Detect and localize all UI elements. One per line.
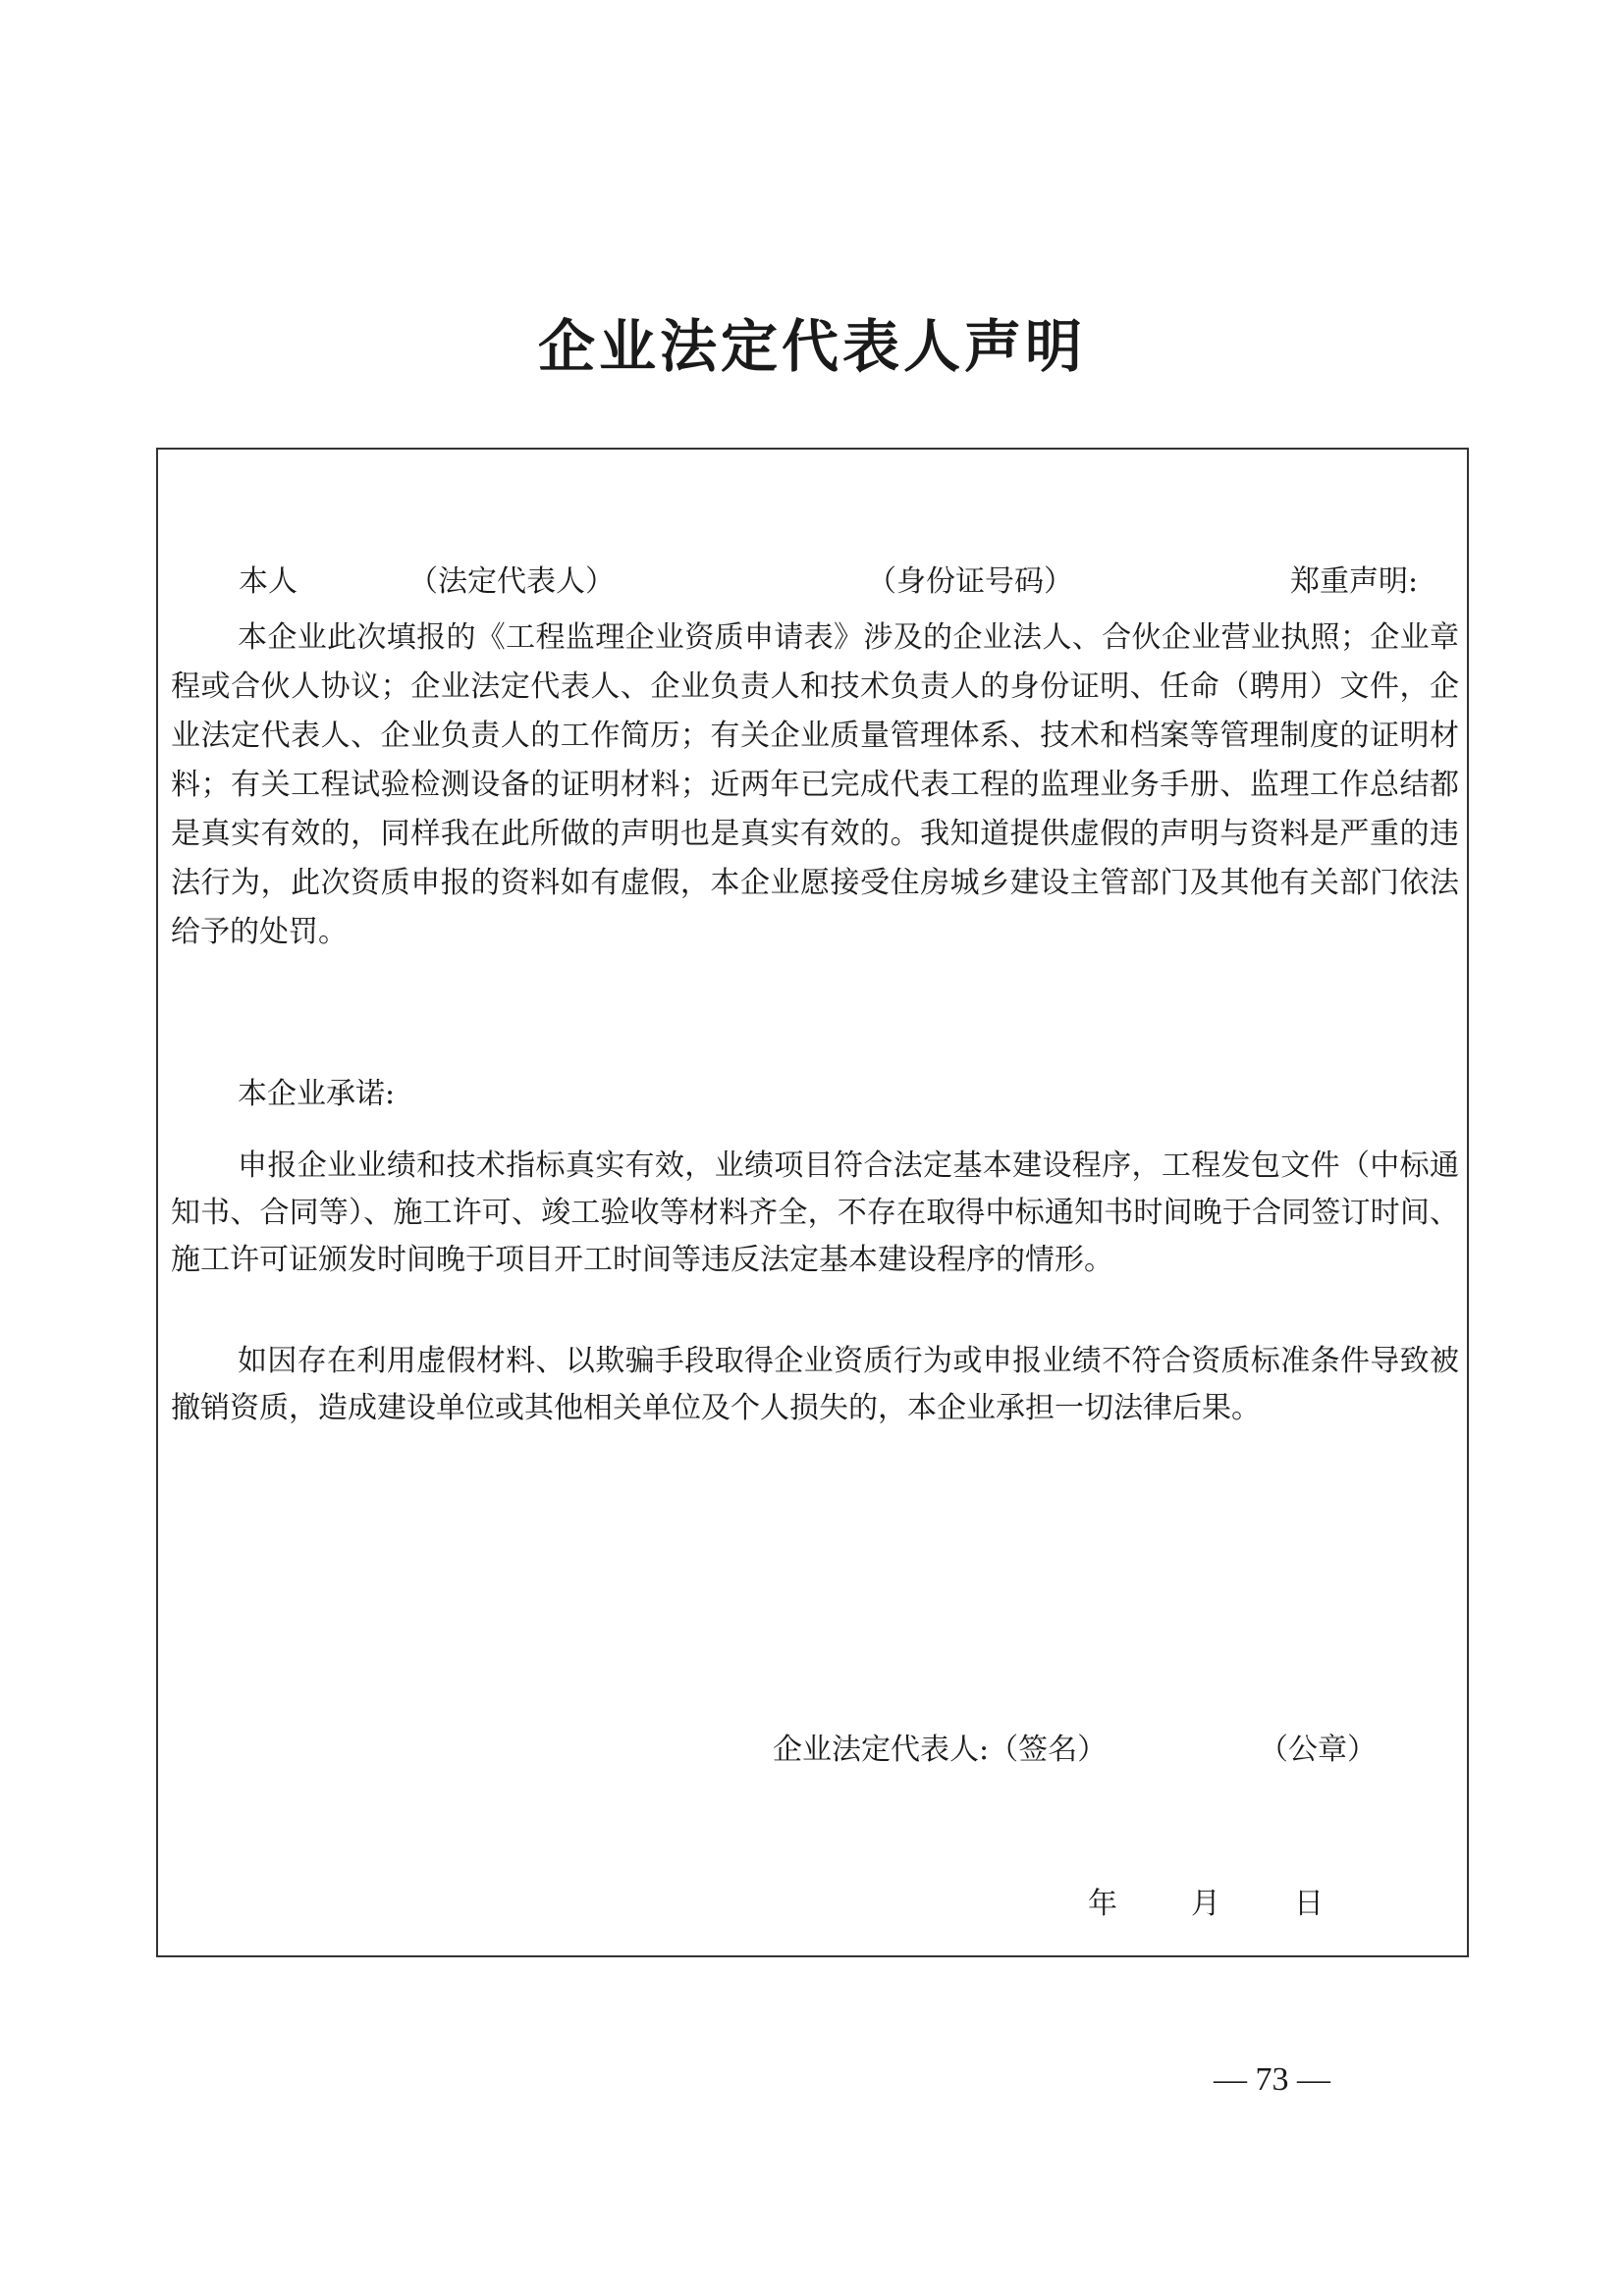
id-number-placeholder: （身份证号码） — [867, 564, 1073, 599]
page-number: — 73 — — [1214, 2061, 1330, 2098]
legal-rep-signature-label: 企业法定代表人:（签名） — [773, 1733, 1108, 1767]
page-title: 企业法定代表人声明 — [537, 313, 1086, 380]
self-label: 本人 — [239, 564, 298, 599]
official-seal-label: （公章） — [1259, 1733, 1377, 1767]
signature-line — [158, 1726, 1467, 1775]
commitment-label: 本企业承诺: — [238, 1077, 396, 1111]
commitment-paragraph-2: 如因存在利用虚假材料、以欺骗手段取得企业资质行为或申报业绩不符合资质标准条件导致被撤销资质，造成建设单位或其他相关单位及个人损失的，本企业承担一切法律后果。 — [171, 1344, 1459, 1425]
date-month-label: 月 — [1191, 1887, 1220, 1921]
declaration-header-line — [158, 558, 1467, 607]
commitment-paragraph-1: 申报企业业绩和技术指标真实有效，业绩项目符合法定基本建设程序，工程发包文件（中标通知书、合同等）、施工许可、竣工验收等材料齐全，不存在取得中标通知书时间晚于合同签订时间、施工许可证颁发时间晚于项目开工时间等违反法定基本建设程序的情形。 — [171, 1148, 1459, 1277]
declaration-paragraph: 本企业此次填报的《工程监理企业资质申请表》涉及的企业法人、合伙企业营业执照；企业章程或合伙人协议；企业法定代表人、企业负责人和技术负责人的身份证明、任命（聘用）文件，企业法定代表人、企业负责人的工作简历；有关企业质量管理体系、技术和档案等管理制度的证明材料；有关工程试验检测设备的证明材料；近两年已完成代表工程的监理业务手册、监理工作总结都是真实有效的，同样我在此所做的声明也是真实有效的。我知道提供虚假的声明与资料是严重的违法行为，此次资质申报的资料如有虚假，本企业愿接受住房城乡建设主管部门及其他有关部门依法给予的处罚。 — [171, 620, 1459, 949]
date-line — [158, 1880, 1467, 1929]
declaration-frame — [156, 448, 1469, 1957]
legal-rep-placeholder: （法定代表人） — [408, 564, 615, 599]
date-year-label: 年 — [1088, 1887, 1117, 1921]
date-day-label: 日 — [1294, 1887, 1324, 1921]
solemn-declare-label: 郑重声明: — [1290, 564, 1419, 599]
